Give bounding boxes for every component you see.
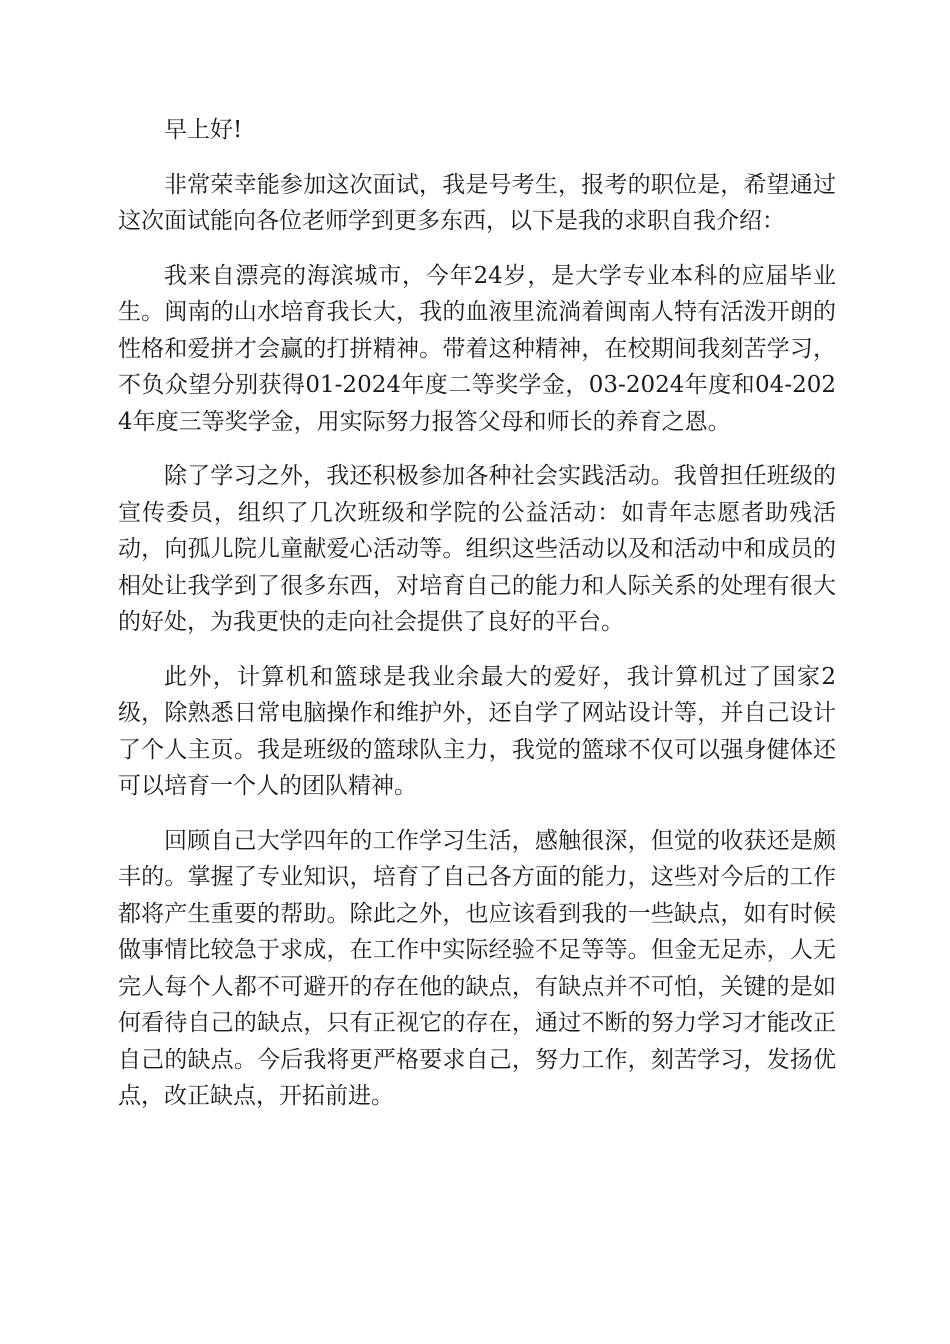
paragraph-background: 我来自漂亮的海滨城市，今年24岁，是大学专业本科的应届毕业生。闽南的山水培育我长大，我的血液里流淌着闽南人特有活泼开朗的性格和爱拼才会赢的打拼精神。带着这种精神，在校期间我刻苦学习，不负众望分别获得01-2024年度二等奖学金，03-2024年度和04-2024年度三等奖学金，用实际努力报答父母和师长的养育之恩。 [118,262,836,435]
paragraph-hobbies: 此外，计算机和篮球是我业余最大的爱好，我计算机过了国家2级，除熟悉日常电脑操作和维护外，还自学了网站设计等，并自己设计了个人主页。我是班级的篮球队主力，我觉的篮球不仅可以强身健体还可以培育一个人的团队精神。 [118,663,836,799]
paragraph-activities: 除了学习之外，我还积极参加各种社会实践活动。我曾担任班级的宣传委员，组织了几次班级和学院的公益活动：如青年志愿者助残活动，向孤儿院儿童献爱心活动等。组织这些活动以及和活动中和成员的相处让我学到了很多东西，对培育自己的能力和人际关系的处理有很大的好处，为我更快的走向社会提供了良好的平台。 [118,463,836,635]
paragraph-reflection: 回顾自己大学四年的工作学习生活，感触很深，但觉的收获还是颇丰的。掌握了专业知识，培育了自己各方面的能力，这些对今后的工作都将产生重要的帮助。除此之外，也应该看到我的一些缺点，如有时候做事情比较急于求成，在工作中实际经验不足等等。但金无足赤，人无完人每个人都不可避开的存在他的缺点，有缺点并不可怕，关键的是如何看待自己的缺点，只有正视它的存在，通过不断的努力学习才能改正自己的缺点。今后我将更严格要求自己，努力工作，刻苦学习，发扬优点，改正缺点，开拓前进。 [118,827,836,1109]
paragraph-greeting: 早上好! [164,117,243,143]
document-body [118,112,836,1133]
paragraph-intro: 非常荣幸能参加这次面试，我是号考生，报考的职位是，希望通过这次面试能向各位老师学到更多东西，以下是我的求职自我介绍： [118,171,836,234]
